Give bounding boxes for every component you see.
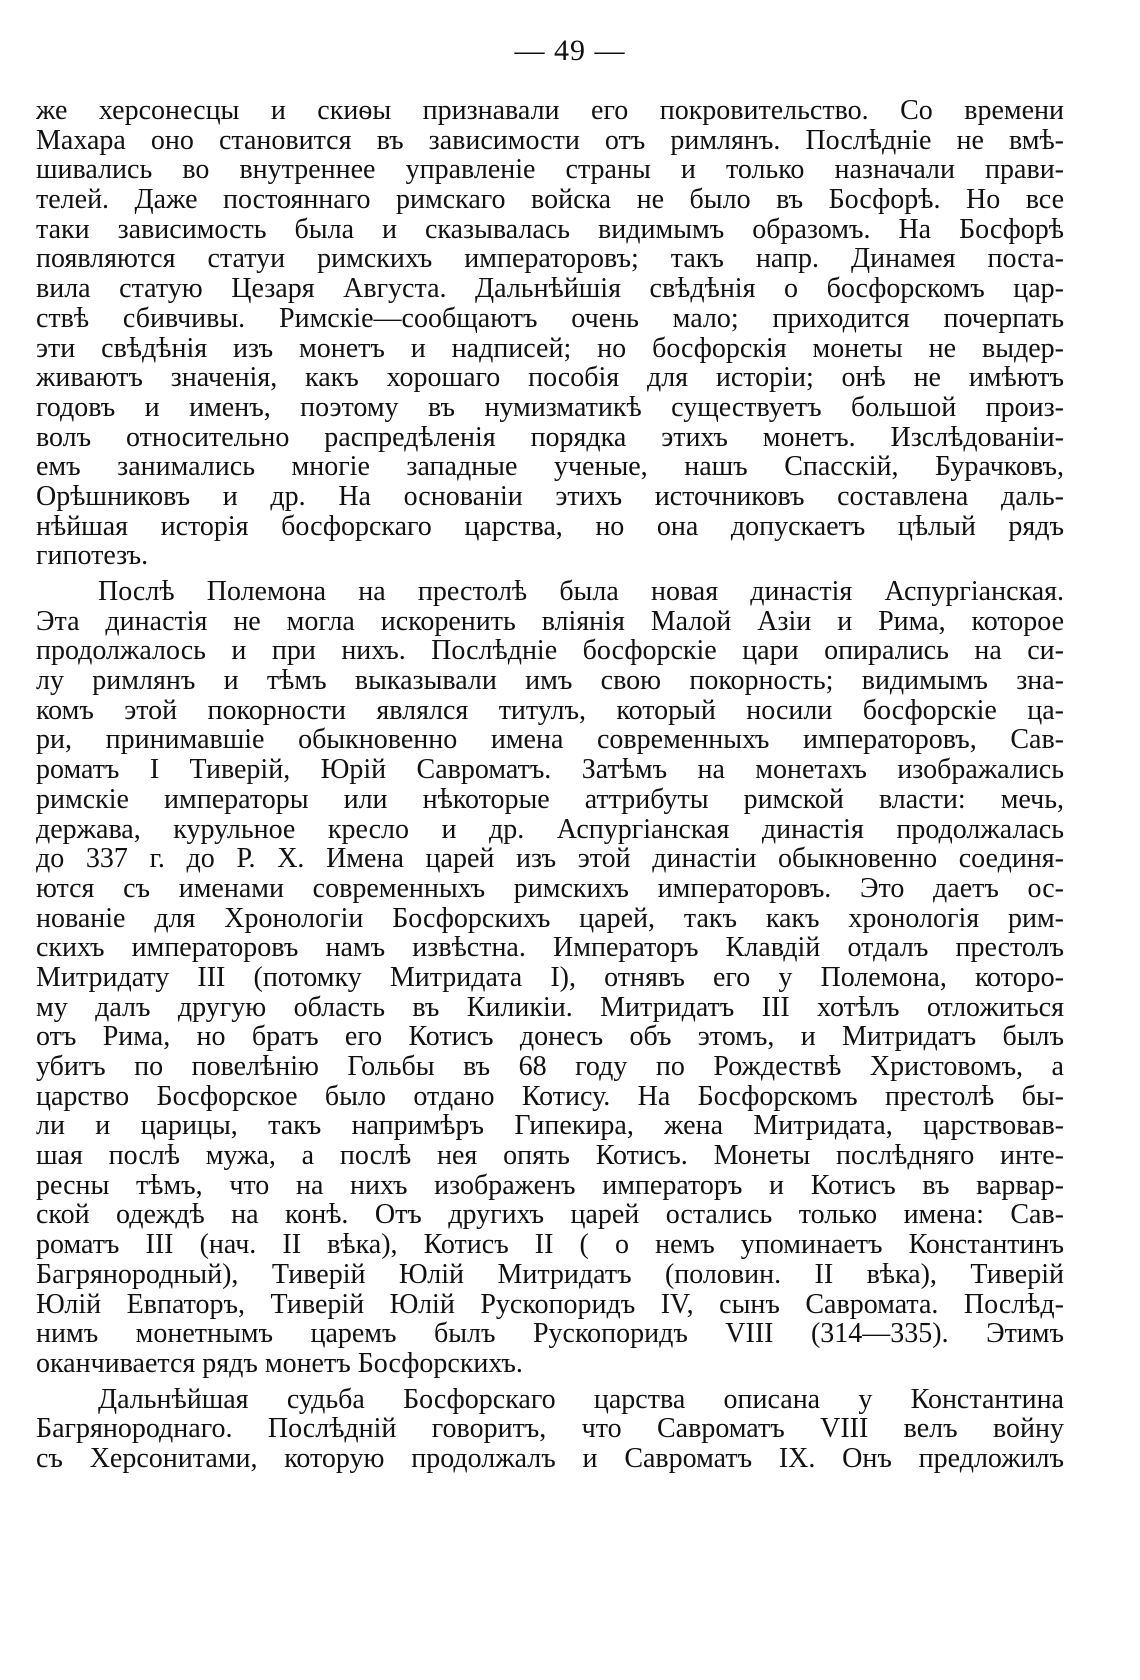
text-line: лу римлянъ и тѣмъ выказывали имъ свою покорность; видимымъ зна- xyxy=(36,666,1064,696)
text-line: шая послѣ мужа, а послѣ нея опять Котисъ. Монеты послѣдняго инте- xyxy=(36,1141,1064,1171)
text-line: скихъ императоровъ намъ извѣстна. Императоръ Клавдій отдалъ престолъ xyxy=(36,933,1064,963)
text-line: царство Босфорское было отдано Котису. На Босфорскомъ престолѣ бы- xyxy=(36,1081,1064,1112)
text-line: нованіе для Хронологіи Босфорскихъ царей, такъ какъ хронологія рим- xyxy=(36,903,1064,934)
text-line: продолжалось и при нихъ. Послѣдніе босфорскіе цари опирались на си- xyxy=(36,636,1064,667)
text-line: Послѣ Полемона на престолѣ была новая династія Аспургіанская. xyxy=(98,577,1064,607)
text-line: отъ Рима, но братъ его Котисъ донесъ объ этомъ, и Митридатъ былъ xyxy=(36,1022,1064,1052)
text-line: до 337 г. до Р. Х. Имена царей изъ этой династіи обыкновенно соединя- xyxy=(36,844,1064,874)
text-line: держава, курульное кресло и др. Аспургіанская династія продолжалась xyxy=(36,814,1064,845)
text-line: Эта династія не могла искоренить вліянія Малой Азіи и Рима, которое xyxy=(36,606,1064,637)
text-line: живаютъ значенія, какъ хорошаго пособія для исторіи; онѣ не имѣютъ xyxy=(36,363,1064,393)
text-line: ресны тѣмъ, что на нихъ изображенъ императоръ и Котисъ въ варвар- xyxy=(36,1170,1064,1201)
text-line: Дальнѣйшая судьба Босфорскаго царства описана у Константина xyxy=(98,1384,1064,1415)
text-line: телей. Даже постояннаго римскаго войска не было въ Босфорѣ. Но все xyxy=(36,185,1064,215)
text-line: появляются статуи римскихъ императоровъ; такъ напр. Динамея поста- xyxy=(36,244,1064,275)
text-line: ются съ именами современныхъ римскихъ императоровъ. Это даетъ ос- xyxy=(36,873,1064,904)
text-line: роматъ I Тиверій, Юрій Савроматъ. Затѣмъ на монетахъ изображались xyxy=(36,755,1064,785)
text-line: съ Херсонитами, которую продолжалъ и Савроматъ IX. Онъ предложилъ xyxy=(36,1443,1064,1474)
text-line: таки зависимость была и сказывалась видимымъ образомъ. На Босфорѣ xyxy=(36,214,1064,245)
text-line: ли и царицы, такъ напримѣръ Гипекира, жена Митридата, царствовав- xyxy=(36,1111,1064,1142)
text-line: му далъ другую область въ Киликіи. Митридатъ III хотѣлъ отложиться xyxy=(36,992,1064,1023)
text-line: емъ занимались многіе западные ученые, нашъ Спасскій, Бурачковъ, xyxy=(36,452,1064,482)
page-number: — 49 — xyxy=(514,34,626,67)
text-line: Юлій Евпаторъ, Тиверій Юлій Рускопоридъ IV, сынъ Савромата. Послѣд- xyxy=(36,1289,1064,1320)
text-line: Орѣшниковъ и др. На основаніи этихъ источниковъ составлена даль- xyxy=(36,481,1064,512)
text-line: Махара оно становится въ зависимости отъ римлянъ. Послѣдніе не вмѣ- xyxy=(36,125,1064,156)
text-line: годовъ и именъ, поэтому въ нумизматикѣ существуетъ большой произ- xyxy=(36,392,1064,423)
text-line: ри, принимавшіе обыкновенно имена современныхъ императоровъ, Сав- xyxy=(36,725,1064,756)
text-line: роматъ III (нач. II вѣка), Котисъ II ( о немъ упоминаетъ Константинъ xyxy=(36,1230,1064,1260)
text-line: убитъ по повелѣнію Гольбы въ 68 году по Рождествѣ Христовомъ, а xyxy=(36,1052,1064,1082)
text-line: Багрянородный), Тиверій Юлій Митридатъ (половин. II вѣка), Тиверій xyxy=(36,1259,1064,1290)
text-line: Митридату III (потомку Митридата I), отнявъ его у Полемона, которо- xyxy=(36,962,1064,993)
text-line: комъ этой покорности являлся титулъ, который носили босфорскіе ца- xyxy=(36,695,1064,726)
text-line: шивались во внутреннее управленіе страны и только назначали прави- xyxy=(36,155,1064,186)
text-line: же херсонесцы и скиѳы признавали его покровительство. Со времени xyxy=(36,96,1064,126)
text-line: нѣйшая исторія босфорскаго царства, но она допускаетъ цѣлый рядъ xyxy=(36,511,1064,542)
text-line: оканчивается рядъ монетъ Босфорскихъ. xyxy=(36,1348,523,1379)
body-text xyxy=(36,96,1064,1474)
text-line: римскіе императоры или нѣкоторые аттрибуты римской власти: мечь, xyxy=(36,784,1064,815)
text-line: эти свѣдѣнія изъ монетъ и надписей; но босфорскія монеты не выдер- xyxy=(36,333,1064,364)
text-line: ствѣ сбивчивы. Римскіе—сообщаютъ очень мало; приходится почерпать xyxy=(36,303,1064,334)
text-line: вила статую Цезаря Августа. Дальнѣйшія свѣдѣнія о босфорскомъ цар- xyxy=(36,274,1064,304)
text-line: волъ относительно распредѣленія порядка этихъ монетъ. Изслѣдованіи- xyxy=(36,422,1064,453)
text-line: гипотезъ. xyxy=(36,541,149,571)
text-line: нимъ монетнымъ царемъ былъ Рускопоридъ VIII (314—335). Этимъ xyxy=(36,1319,1064,1349)
text-line: ской одеждѣ на конѣ. Отъ другихъ царей остались только имена: Сав- xyxy=(36,1200,1064,1231)
text-line: Багрянороднаго. Послѣдній говоритъ, что Савроматъ VIII велъ войну xyxy=(36,1414,1064,1444)
